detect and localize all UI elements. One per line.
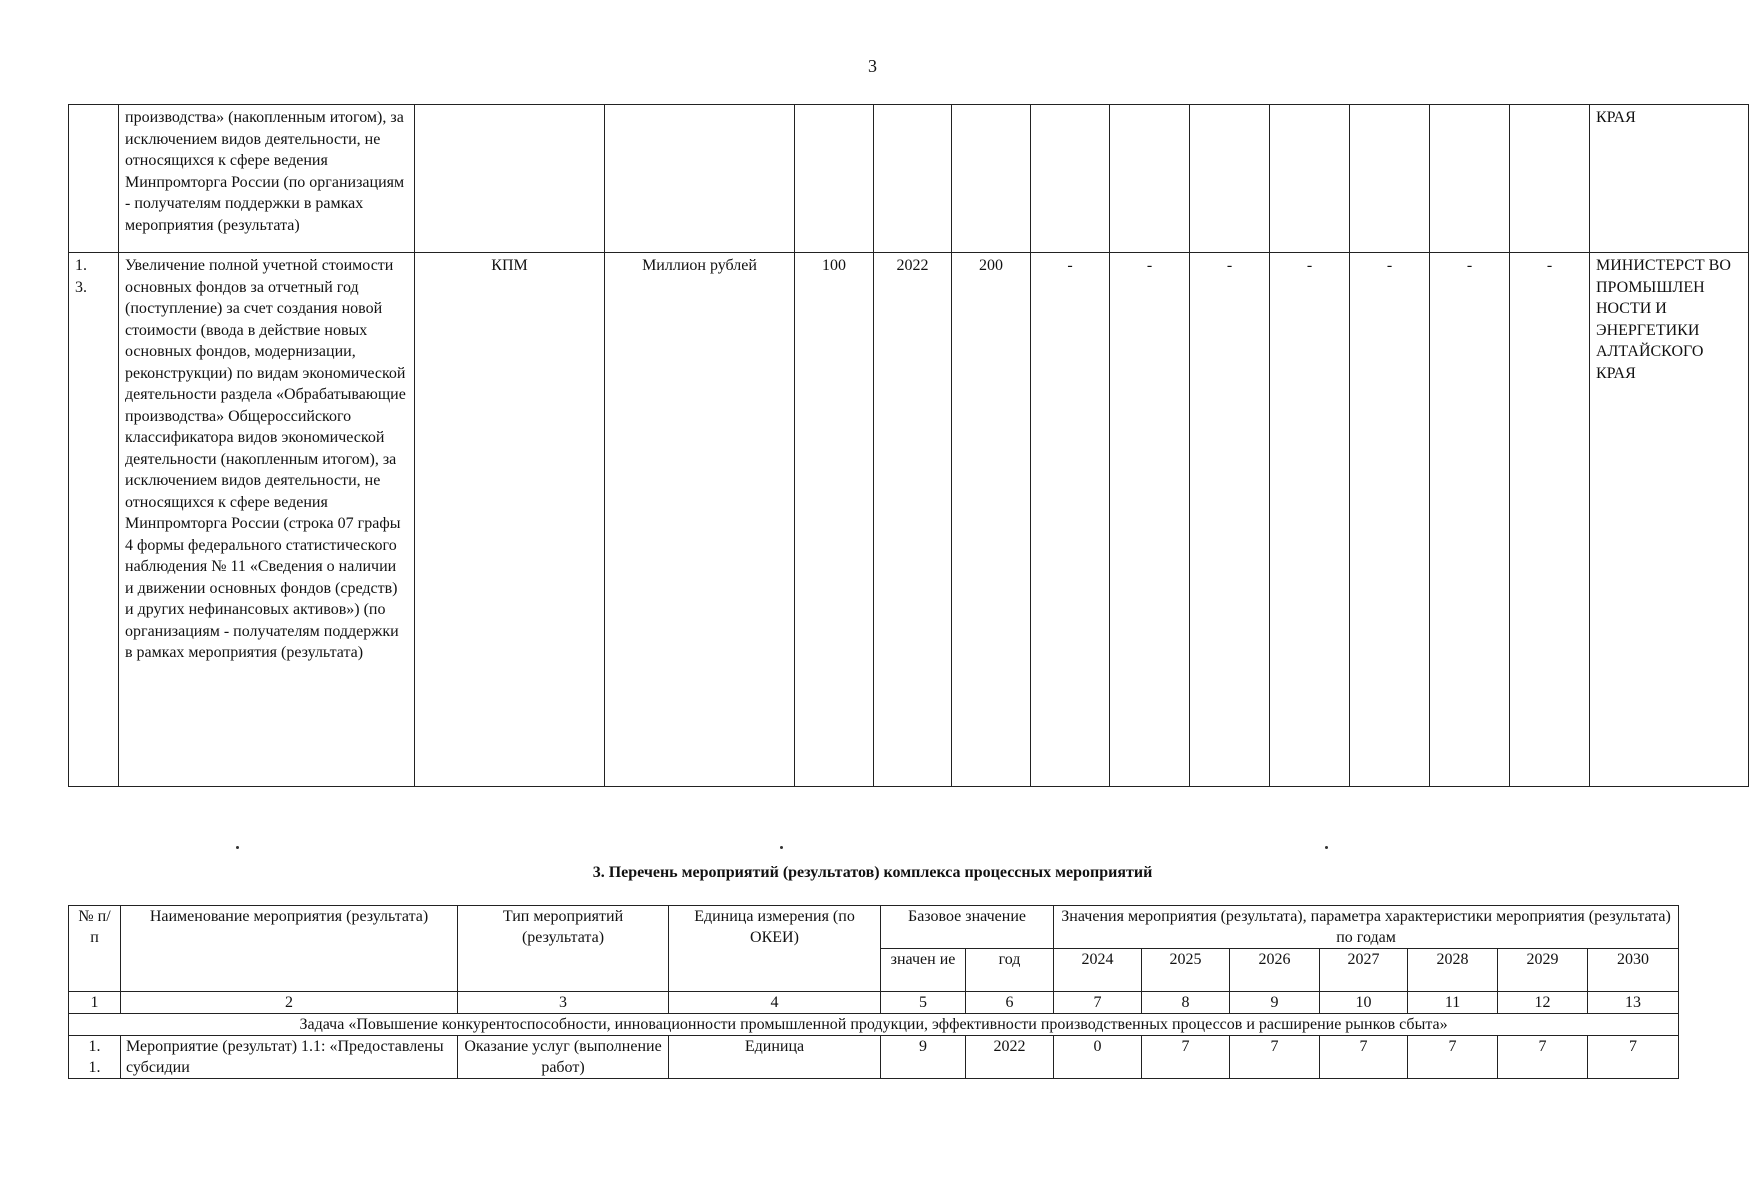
table-row <box>69 1036 1679 1079</box>
column-number: 1 <box>69 992 121 1014</box>
row-number <box>69 105 119 253</box>
section-title: 3. Перечень мероприятий (результатов) комплекса процессных мероприятий <box>592 864 1153 881</box>
indicator-unit: Миллион рублей <box>605 253 795 787</box>
value-2026: - <box>1110 253 1190 787</box>
header-base-year: год <box>966 949 1054 992</box>
value-2025: 7 <box>1142 1036 1230 1079</box>
page-number: 3 <box>868 56 877 76</box>
value-2026 <box>1110 105 1190 253</box>
row-number: 1. 1. <box>69 1036 121 1079</box>
value-2030 <box>1430 105 1510 253</box>
header-unit: Единица измерения (по ОКЕИ) <box>669 906 881 992</box>
value-2024: 200 <box>952 253 1031 787</box>
task-row <box>69 1014 1679 1036</box>
scan-speck <box>236 846 239 849</box>
scan-speck <box>1325 846 1328 849</box>
header-name: Наименование мероприятия (результата) <box>121 906 458 992</box>
column-number: 7 <box>1054 992 1142 1014</box>
header-base-value: значен ие <box>881 949 966 992</box>
table-row <box>69 105 1749 253</box>
indicator-unit <box>605 105 795 253</box>
header-values: Значения мероприятия (результата), параметра характеристики мероприятия (результата) по годам <box>1054 906 1679 949</box>
indicators-table <box>68 104 1749 787</box>
header-year: 2024 <box>1054 949 1142 992</box>
column-number: 5 <box>881 992 966 1014</box>
value-2029: 7 <box>1498 1036 1588 1079</box>
task-title: Задача «Повышение конкурентоспособности, инновационности промышленной продукции, эффективности производственных процессов и расширение рынков сбыта» <box>69 1014 1679 1036</box>
value-2025: - <box>1031 253 1110 787</box>
value-2029: - <box>1350 253 1430 787</box>
header-row <box>69 906 1679 949</box>
header-year: 2027 <box>1320 949 1408 992</box>
header-year: 2030 <box>1588 949 1679 992</box>
base-value: 100 <box>795 253 874 787</box>
indicator-type: КПМ <box>415 253 605 787</box>
extra-column <box>1510 105 1590 253</box>
row-number: 1. 3. <box>69 253 119 787</box>
indicator-name: производства» (накопленным итогом), за исключением видов деятельности, не относящихся к сфере ведения Минпромторга России (по организациям - получателям поддержки в рамках мероприятия (результата) <box>119 105 415 253</box>
column-number: 2 <box>121 992 458 1014</box>
column-number: 9 <box>1230 992 1320 1014</box>
table-row <box>69 253 1749 787</box>
events-table <box>68 905 1679 1079</box>
base-value: 9 <box>881 1036 966 1079</box>
header-year: 2029 <box>1498 949 1588 992</box>
value-2027: 7 <box>1320 1036 1408 1079</box>
value-2028: 7 <box>1408 1036 1498 1079</box>
column-number: 3 <box>458 992 669 1014</box>
value-2030: 7 <box>1588 1036 1679 1079</box>
header-year: 2025 <box>1142 949 1230 992</box>
column-number: 6 <box>966 992 1054 1014</box>
value-2028 <box>1270 105 1350 253</box>
value-2028: - <box>1270 253 1350 787</box>
event-unit: Единица <box>669 1036 881 1079</box>
header-year: 2026 <box>1230 949 1320 992</box>
base-value <box>795 105 874 253</box>
responsible: МИНИСТЕРСТ ВО ПРОМЫШЛЕН НОСТИ И ЭНЕРГЕТИКИ АЛТАЙСКОГО КРАЯ <box>1590 253 1749 787</box>
column-number: 10 <box>1320 992 1408 1014</box>
column-number: 4 <box>669 992 881 1014</box>
header-type: Тип мероприятий (результата) <box>458 906 669 992</box>
base-year: 2022 <box>874 253 952 787</box>
value-2030: - <box>1430 253 1510 787</box>
column-number: 12 <box>1498 992 1588 1014</box>
value-2029 <box>1350 105 1430 253</box>
base-year <box>874 105 952 253</box>
indicator-name: Увеличение полной учетной стоимости основных фондов за отчетный год (поступление) за счет создания новой стоимости (ввода в действие новых основных фондов, модернизации, реконструкции) по видам экономической деятельности раздела «Обрабатывающие производства» Общероссийского классификатора видов экономической деятельности (накопленным итогом), за исключением видов деятельности, не относящихся к сфере ведения Минпромторга России (строка 07 графы 4 формы федерального статистического наблюдения № 11 «Сведения о наличии и движении основных фондов (средств) и других нефинансовых активов») (по организациям - получателям поддержки в рамках мероприятия (результата) <box>119 253 415 787</box>
header-num: № п/ п <box>69 906 121 992</box>
event-type: Оказание услуг (выполнение работ) <box>458 1036 669 1079</box>
value-2024 <box>952 105 1031 253</box>
column-number: 13 <box>1588 992 1679 1014</box>
event-name: Мероприятие (результат) 1.1: «Предоставлены субсидии <box>121 1036 458 1079</box>
base-year: 2022 <box>966 1036 1054 1079</box>
value-2026: 7 <box>1230 1036 1320 1079</box>
column-number-row <box>69 992 1679 1014</box>
column-number: 8 <box>1142 992 1230 1014</box>
extra-column: - <box>1510 253 1590 787</box>
indicator-type <box>415 105 605 253</box>
column-number: 11 <box>1408 992 1498 1014</box>
header-year: 2028 <box>1408 949 1498 992</box>
value-2025 <box>1031 105 1110 253</box>
value-2027 <box>1190 105 1270 253</box>
responsible: КРАЯ <box>1590 105 1749 253</box>
scan-speck <box>780 846 783 849</box>
value-2024: 0 <box>1054 1036 1142 1079</box>
value-2027: - <box>1190 253 1270 787</box>
header-base: Базовое значение <box>881 906 1054 949</box>
